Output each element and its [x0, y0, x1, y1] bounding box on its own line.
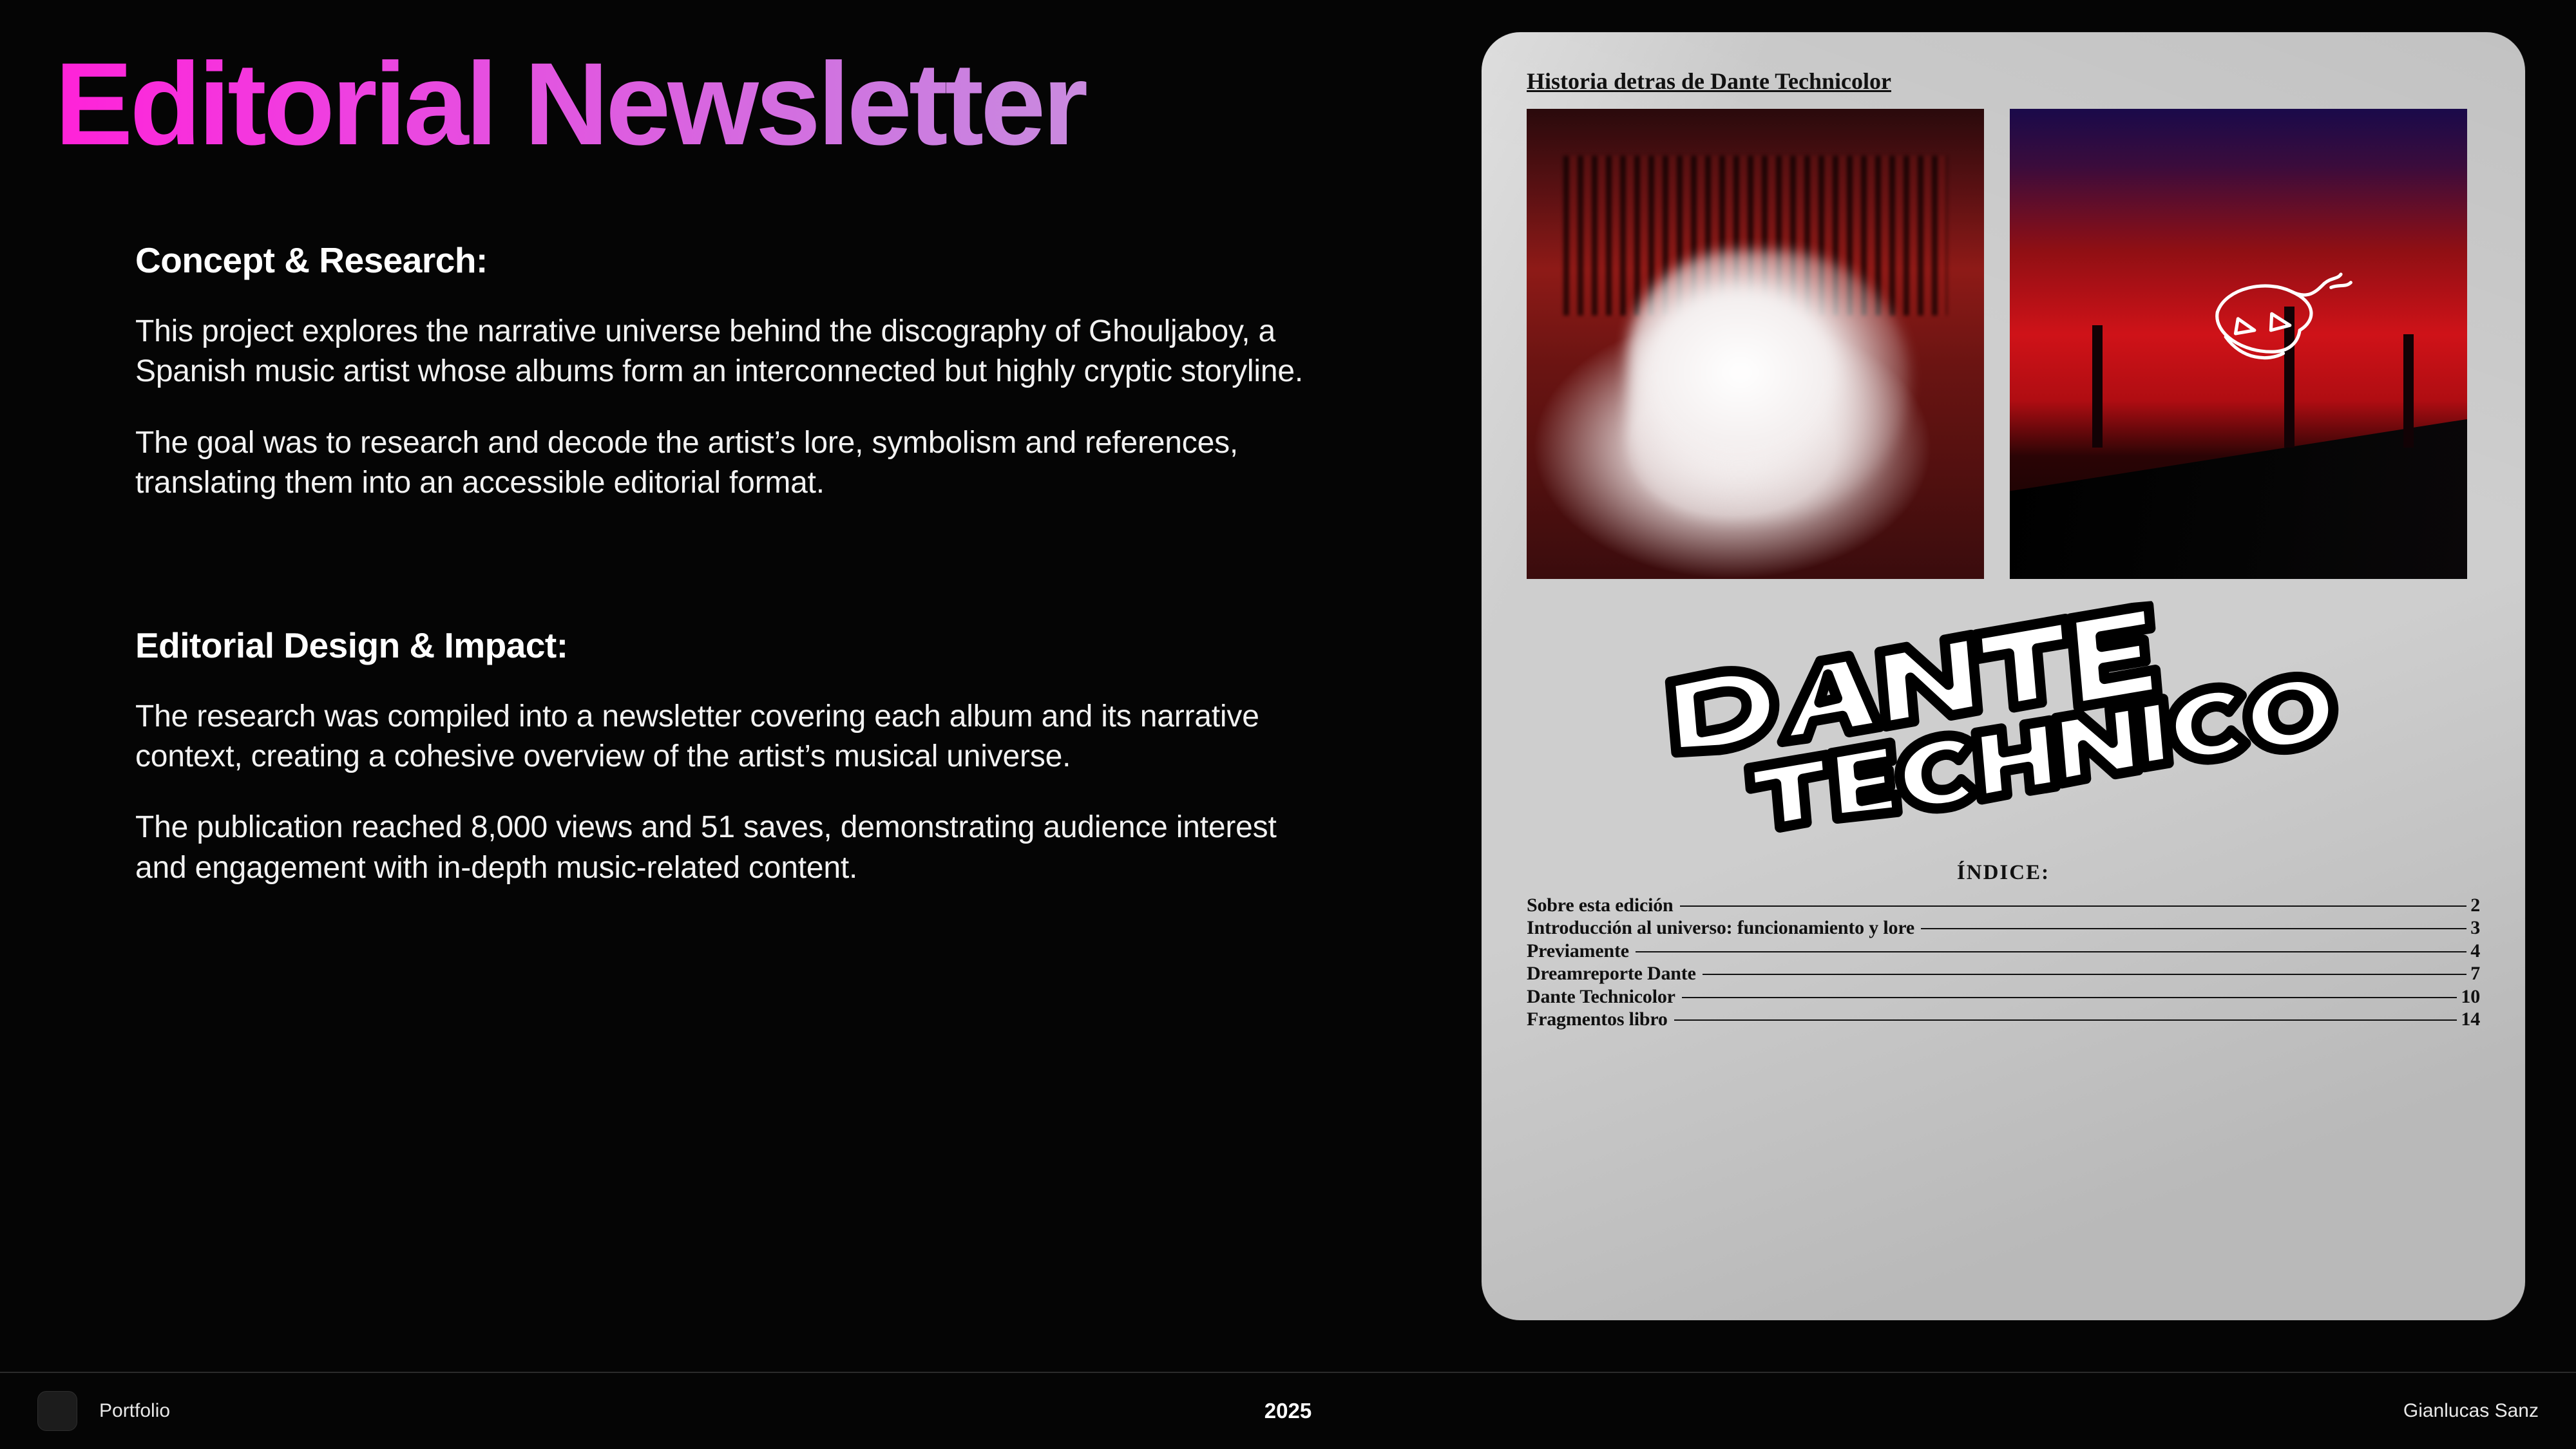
index-leader: [1680, 905, 2467, 907]
photo-post-1: [2092, 325, 2103, 448]
newsletter-preview-card[interactable]: [1482, 32, 2525, 1320]
newsletter-page: [1527, 68, 2480, 1278]
index-page: 10: [2461, 985, 2480, 1007]
graffiti-logo-icon: [1641, 584, 2366, 858]
index-row: [1527, 916, 2480, 939]
footer-year: 2025: [1264, 1399, 1312, 1423]
index-label: Sobre esta edición: [1527, 895, 1674, 916]
footer-author: Gianlucas Sanz: [2403, 1400, 2539, 1421]
index-label: Fragmentos libro: [1527, 1008, 1668, 1030]
page-title: Editorial Newsletter: [55, 45, 1417, 162]
index-leader: [1682, 997, 2457, 998]
album-photo-hand: [1527, 109, 1984, 579]
brand-logo-icon: [37, 1391, 77, 1431]
dante-technicolor-logo: [1527, 585, 2480, 856]
index-leader: [1674, 1019, 2457, 1021]
index-label: Dante Technicolor: [1527, 985, 1675, 1007]
index-row: [1527, 1008, 2480, 1030]
newsletter-photo-row: [1527, 109, 2480, 579]
section-paragraph-impact-2: The publication reached 8,000 views and 51 saves, demonstrating audience interest and engagement with in-depth music-related content.: [135, 810, 1277, 885]
index-row: [1527, 985, 2480, 1008]
section-paragraph-concept-1: This project explores the narrative universe behind the discography of Ghouljaboy, a Spanish music artist whose albums form an interconnected but highly cryptic storyline.: [135, 314, 1303, 389]
section-paragraph-concept-2: The goal was to research and decode the artist’s lore, symbolism and references, translating them into an accessible editorial format.: [135, 425, 1239, 500]
photo-post-3: [2403, 334, 2414, 447]
album-photo-creature: [2010, 109, 2467, 579]
index-page: 14: [2461, 1008, 2480, 1030]
body-copy: [135, 240, 1359, 888]
index-page: 2: [2470, 895, 2480, 916]
index-page: 7: [2470, 963, 2480, 985]
index-leader: [1636, 951, 2466, 952]
index-title: ÍNDICE:: [1956, 861, 2050, 884]
index-row: [1527, 940, 2480, 962]
index-label: Introducción al universo: funcionamiento y lore: [1527, 917, 1915, 939]
index-list: [1527, 894, 2480, 1030]
section-heading-impact: Editorial Design & Impact:: [135, 625, 568, 665]
graffiti-creature-icon: [2193, 250, 2358, 391]
index-leader: [1703, 974, 2466, 975]
slide-footer: [0, 1372, 2576, 1449]
index-leader: [1921, 928, 2466, 929]
section-paragraph-impact-1: The research was compiled into a newsletter covering each album and its narrative context, creating a cohesive overview of the artist’s musical universe.: [135, 699, 1259, 773]
index-page: 3: [2470, 917, 2480, 939]
section-heading-concept: Concept & Research:: [135, 240, 488, 280]
footer-brand-label: Portfolio: [99, 1400, 171, 1421]
newsletter-headline: Historia detras de Dante Technicolor: [1527, 68, 1891, 94]
index-row: [1527, 962, 2480, 985]
footer-brand: [37, 1391, 888, 1431]
index-label: Dreamreporte Dante: [1527, 963, 1696, 985]
index-page: 4: [2470, 940, 2480, 961]
section-spacer: [135, 535, 1359, 625]
index-label: Previamente: [1527, 940, 1629, 961]
index-row: [1527, 894, 2480, 916]
